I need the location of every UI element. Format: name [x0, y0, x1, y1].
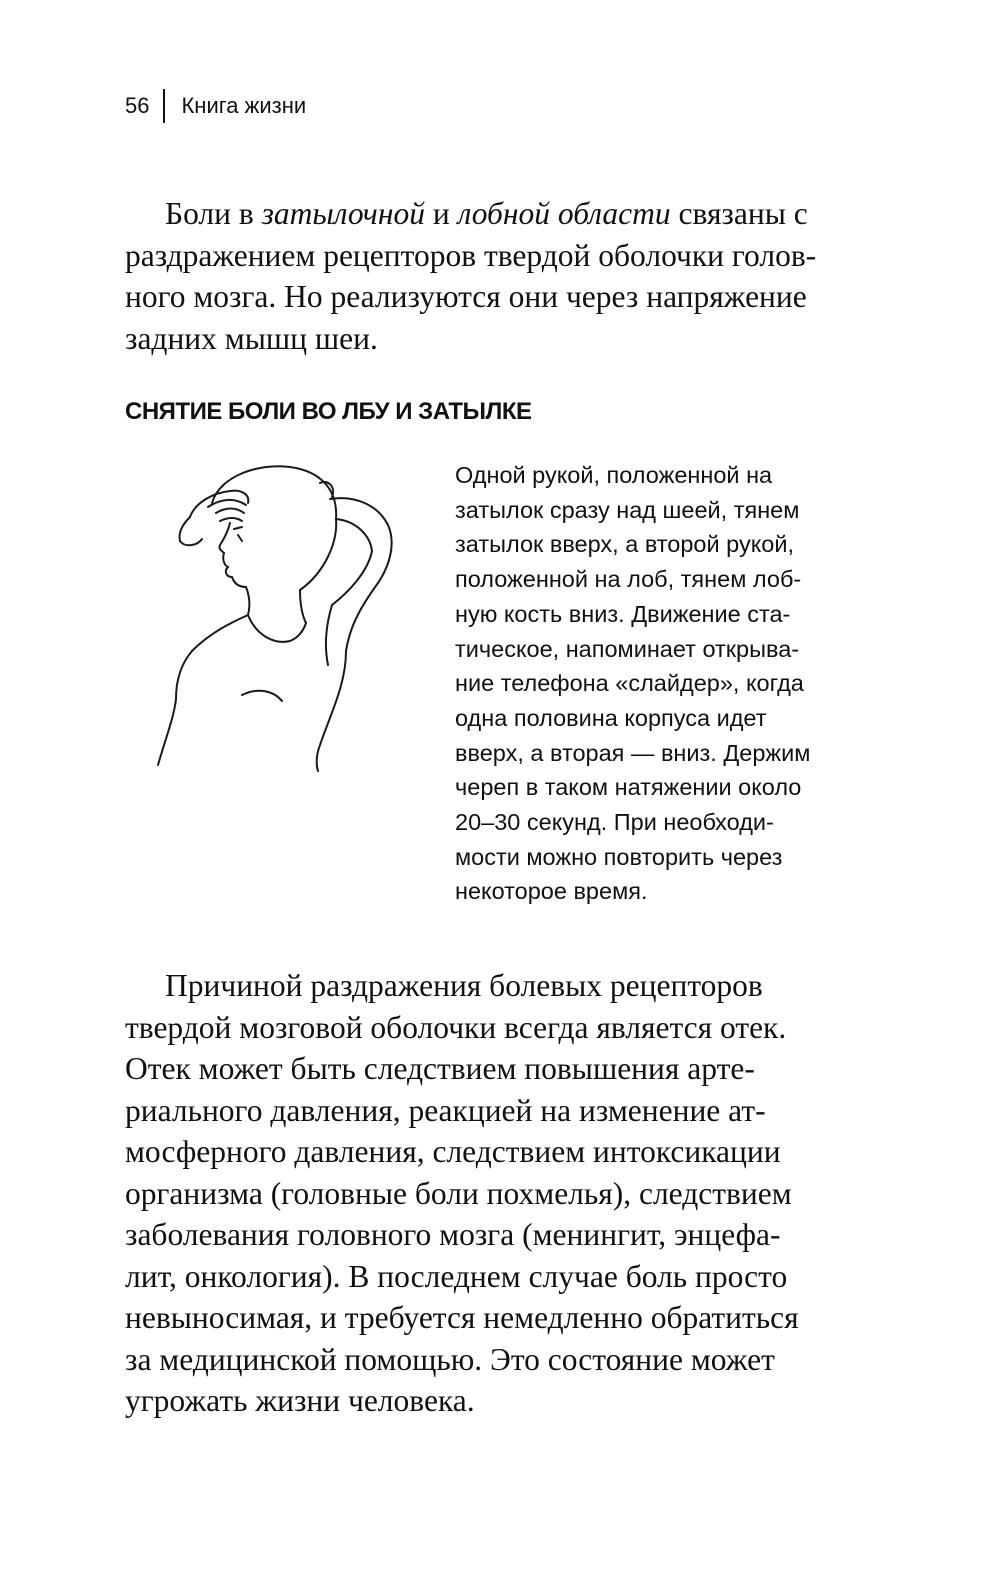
closing-line: Причиной раздражения болевых рецепторов: [165, 968, 763, 1003]
closing-line: заболевания головного мозга (менингит, энцефа-: [125, 1217, 781, 1252]
intro-emphasis-occipital: затылочной: [261, 196, 425, 231]
exercise-line: ние телефона «слайдер», когда: [455, 670, 804, 697]
exercise-line: Одной рукой, положенной на: [455, 462, 773, 488]
exercise-line: некоторое время.: [455, 878, 648, 905]
exercise-line: тическое, напоминает открыва-: [455, 635, 800, 662]
book-title: Книга жизни: [181, 93, 307, 118]
intro-line: раздражением рецепторов твердой оболочки голов-: [125, 237, 817, 273]
closing-paragraph: [125, 965, 845, 1422]
intro-paragraph: [125, 193, 845, 359]
closing-line: мосферного давления, следствием интоксикации: [125, 1134, 781, 1169]
exercise-line: положенной на лоб, тянем лоб-: [455, 566, 802, 593]
closing-line: лит, онкология). В последнем случае боль просто: [125, 1258, 788, 1294]
intro-text: Боли в: [165, 196, 262, 231]
header-divider: [163, 89, 165, 123]
intro-line: задних мышц шеи.: [125, 320, 378, 356]
exercise-line: мости можно повторить через: [455, 843, 783, 870]
exercise-line: затылок сразу над шеей, тянем: [455, 496, 800, 523]
exercise-instructions: [455, 458, 845, 909]
closing-line: Отек может быть следствием повышения арте-: [125, 1051, 755, 1086]
intro-text: связаны с: [670, 196, 808, 231]
closing-line: организма (головные боли похмелья), следствием: [125, 1175, 792, 1211]
section-heading: СНЯТИЕ БОЛИ ВО ЛБУ И ЗАТЫЛКЕ: [125, 398, 532, 425]
page-number: 56: [125, 93, 150, 118]
closing-line: за медицинской помощью. Это состояние может: [125, 1341, 775, 1377]
exercise-line: череп в таком натяжении около: [455, 774, 802, 801]
exercise-line: 20–30 секунд. При необходи-: [455, 809, 774, 836]
exercise-line: затылок вверх, а второй рукой,: [455, 531, 794, 558]
closing-line: риального давления, реакцией на изменение ат-: [125, 1092, 766, 1128]
exercise-line: ную кость вниз. Движение ста-: [455, 600, 791, 627]
closing-line: угрожать жизни человека.: [125, 1383, 475, 1418]
intro-text: и: [424, 196, 458, 231]
running-header: [125, 88, 306, 124]
closing-line: твердой мозговой оболочки всегда является отек.: [125, 1009, 787, 1045]
exercise-line: одна половина корпуса идет: [455, 704, 767, 731]
exercise-line: вверх, а вторая — вниз. Держим: [455, 739, 811, 766]
intro-line: ного мозга. Но реализуются они через напряжение: [125, 279, 807, 314]
woman-stretching-head-drawing: [150, 455, 440, 775]
intro-emphasis-frontal: лобной области: [457, 196, 671, 231]
closing-line: невыносимая, и требуется немедленно обратиться: [125, 1300, 799, 1335]
intro-line: [125, 193, 845, 235]
